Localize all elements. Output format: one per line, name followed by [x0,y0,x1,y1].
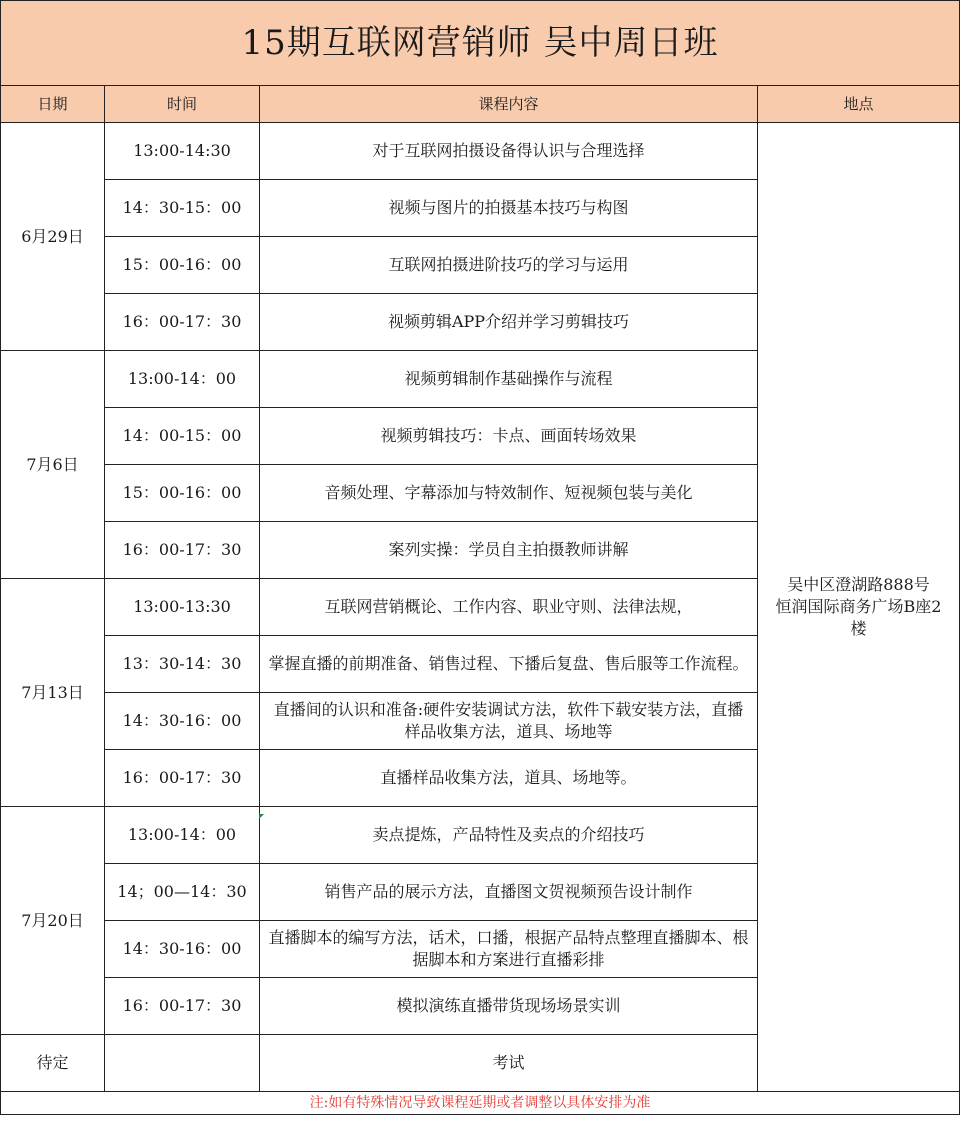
content-cell: 模拟演练直播带货现场场景实训 [260,978,758,1035]
content-cell: 视频剪辑APP介绍并学习剪辑技巧 [260,294,758,351]
time-cell: 13：30-14：30 [105,636,260,693]
time-cell: 14：30-16：00 [105,693,260,750]
time-cell: 14：00-15：00 [105,408,260,465]
time-cell: 13:00-14：00 [105,351,260,408]
time-cell: 13:00-14:30 [105,123,260,180]
content-cell: 互联网营销概论、工作内容、职业守则、法律法规， [260,579,758,636]
footnote: 注:如有特殊情况导致课程延期或者调整以具体安排为准 [1,1092,960,1115]
content-cell: 直播间的认识和准备:硬件安装调试方法，软件下载安装方法，直播样品收集方法，道具、场地等 [260,693,758,750]
content-cell: 卖点提炼，产品特性及卖点的介绍技巧 [260,807,758,864]
header-content: 课程内容 [260,86,758,123]
content-cell: 直播脚本的编写方法，话术，口播，根据产品特点整理直播脚本、根据脚本和方案进行直播彩排 [260,921,758,978]
content-cell: 销售产品的展示方法，直播图文贺视频预告设计制作 [260,864,758,921]
time-cell: 16：00-17：30 [105,978,260,1035]
header-row [1,86,960,123]
date-cell: 7月13日 [1,579,105,807]
location-cell [758,123,960,1092]
time-cell: 14：30-16：00 [105,921,260,978]
time-cell: 15：00-16：00 [105,237,260,294]
time-cell: 16：00-17：30 [105,522,260,579]
content-cell: 视频剪辑技巧：卡点、画面转场效果 [260,408,758,465]
content-cell: 掌握直播的前期准备、销售过程、下播后复盘、售后服等工作流程。 [260,636,758,693]
exam-time-cell [105,1035,260,1092]
content-cell: 直播样品收集方法，道具、场地等。 [260,750,758,807]
table-row [1,123,960,180]
time-cell: 13:00-13:30 [105,579,260,636]
content-cell: 互联网拍摄进阶技巧的学习与运用 [260,237,758,294]
header-date: 日期 [1,86,105,123]
content-cell: 视频与图片的拍摄基本技巧与构图 [260,180,758,237]
header-location: 地点 [758,86,960,123]
date-cell: 7月20日 [1,807,105,1035]
cell-comment-marker [259,814,264,819]
location-line: 楼 [850,619,867,638]
content-cell: 对于互联网拍摄设备得认识与合理选择 [260,123,758,180]
content-cell: 案列实操：学员自主拍摄教师讲解 [260,522,758,579]
date-cell: 7月6日 [1,351,105,579]
time-cell: 14；00—14：30 [105,864,260,921]
content-cell: 视频剪辑制作基础操作与流程 [260,351,758,408]
title-row [1,1,960,86]
time-cell: 16：00-17：30 [105,294,260,351]
time-cell: 13:00-14：00 [105,807,260,864]
note-row [1,1092,960,1115]
location-line: 吴中区澄湖路888号 [787,575,930,594]
date-cell: 6月29日 [1,123,105,351]
page-title: 15期互联网营销师 吴中周日班 [1,1,960,86]
time-cell: 16：00-17：30 [105,750,260,807]
header-time: 时间 [105,86,260,123]
location-line: 恒润国际商务广场B座2 [775,597,942,616]
content-cell: 音频处理、字幕添加与特效制作、短视频包装与美化 [260,465,758,522]
time-cell: 15：00-16：00 [105,465,260,522]
exam-content-cell: 考试 [260,1035,758,1092]
time-cell: 14：30-15：00 [105,180,260,237]
exam-date-cell: 待定 [1,1035,105,1092]
